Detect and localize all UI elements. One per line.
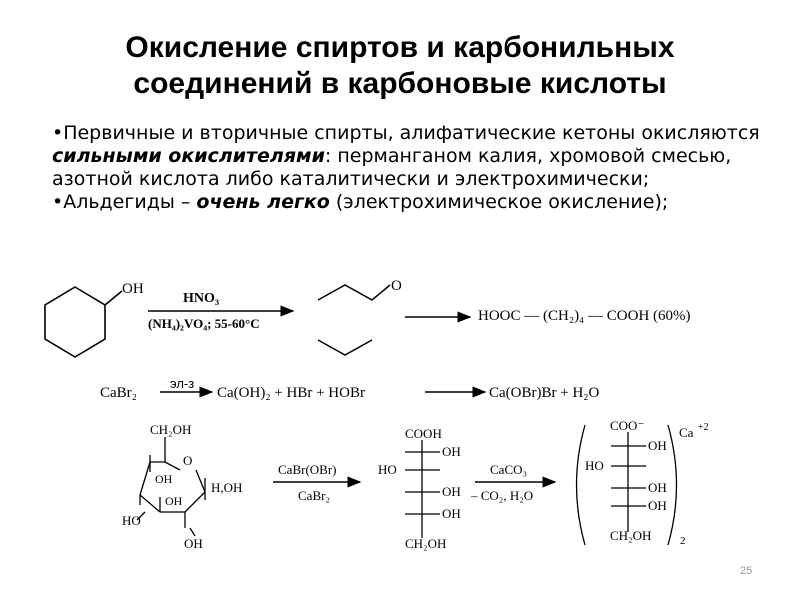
salt-oh-3: OH bbox=[648, 498, 667, 513]
acid-oh-2: OH bbox=[442, 484, 461, 499]
acid-oh-1: OH bbox=[442, 444, 461, 459]
page-number: 25 bbox=[740, 565, 753, 577]
glucose-ho: HO bbox=[122, 513, 141, 528]
glucose-h-oh: H,OH bbox=[211, 480, 243, 495]
cyclohexanone-fragment-bottom bbox=[318, 340, 372, 355]
reaction-1 bbox=[45, 278, 691, 357]
cabr2-reactant: CaBr₂ bbox=[100, 385, 137, 401]
bullet-alcohols-text: •Первичные и вторичные спирты, алифатические кетоны окисляются bbox=[52, 122, 760, 144]
reagent-conditions: (NH₄)₂VO₄; 55-60°C bbox=[148, 316, 260, 331]
salt-ho: HO bbox=[585, 458, 604, 473]
gluconic-acid-structure bbox=[405, 440, 440, 538]
glucose-oh-top: OH bbox=[155, 472, 173, 486]
salt-coo: COO⁻ bbox=[610, 418, 645, 433]
salt-ch2oh: CH₂OH bbox=[610, 528, 652, 543]
bullet-alcohols-suffix: : перманганом калия, хромовой смесью, азотной кислота либо каталитически и электрохимически; bbox=[52, 145, 732, 190]
acid-ho: HO bbox=[378, 462, 397, 477]
title-line-1: Окисление спиртов и карбонильных bbox=[125, 31, 675, 64]
reagent-cabr2: CaBr₂ bbox=[298, 488, 330, 503]
reaction-2 bbox=[100, 376, 600, 401]
acid-oh-3: OH bbox=[442, 506, 461, 521]
calcium-ion: Ca bbox=[679, 425, 694, 440]
glucose-ring-o: O bbox=[183, 453, 193, 468]
reagent-hno3: HNO₃ bbox=[183, 291, 220, 306]
reagent-minus-co2-h2o: – CO₂, H₂O bbox=[471, 488, 534, 503]
calcium-charge: +2 bbox=[698, 422, 709, 433]
bullet-alcohols-emphasis: сильными окислителями bbox=[52, 145, 325, 167]
salt-oh-2: OH bbox=[648, 480, 667, 495]
hydrolysis-products: Ca(OH)₂ + HBr + HOBr bbox=[217, 385, 365, 401]
cyclohexane-ring bbox=[45, 287, 105, 357]
bracket-right bbox=[668, 425, 677, 545]
hypobromite-product: Ca(OBr)Br + H₂O bbox=[489, 385, 600, 401]
salt-oh-1: OH bbox=[648, 438, 667, 453]
bullet-aldehydes-text: •Альдегиды – bbox=[52, 191, 197, 213]
ketone-o-label: O bbox=[391, 278, 402, 294]
oh-label: OH bbox=[122, 281, 144, 297]
bracket-left bbox=[577, 425, 586, 545]
glucose-structure bbox=[137, 437, 205, 536]
reagent-caco3: CaCO₃ bbox=[490, 462, 528, 477]
bullet-aldehydes-suffix: (электрохимическое окисление); bbox=[329, 191, 669, 213]
glucose-ch2oh: CH₂OH bbox=[150, 422, 192, 437]
gluconate-structure bbox=[611, 432, 646, 532]
reaction-3 bbox=[122, 418, 709, 551]
acid-ch2oh: CH₂OH bbox=[405, 536, 447, 551]
reagent-cabr-obr: CaBr(OBr) bbox=[278, 462, 337, 477]
bullet-aldehydes-emphasis: очень легко bbox=[196, 191, 330, 213]
glucose-oh-mid: OH bbox=[165, 494, 183, 508]
cyclohexanone-fragment-top bbox=[318, 285, 390, 300]
acid-cooh: COOH bbox=[405, 426, 442, 441]
adipic-acid: HOOC — (CH₂)₄ — COOH (60%) bbox=[478, 308, 691, 324]
title-line-2: соединений в карбоновые кислоты bbox=[133, 67, 667, 100]
glucose-oh-bottom: OH bbox=[184, 536, 203, 551]
salt-subscript-2: 2 bbox=[680, 535, 686, 547]
electrolysis-label: эл-з bbox=[170, 376, 195, 391]
oh-bond bbox=[105, 291, 122, 305]
